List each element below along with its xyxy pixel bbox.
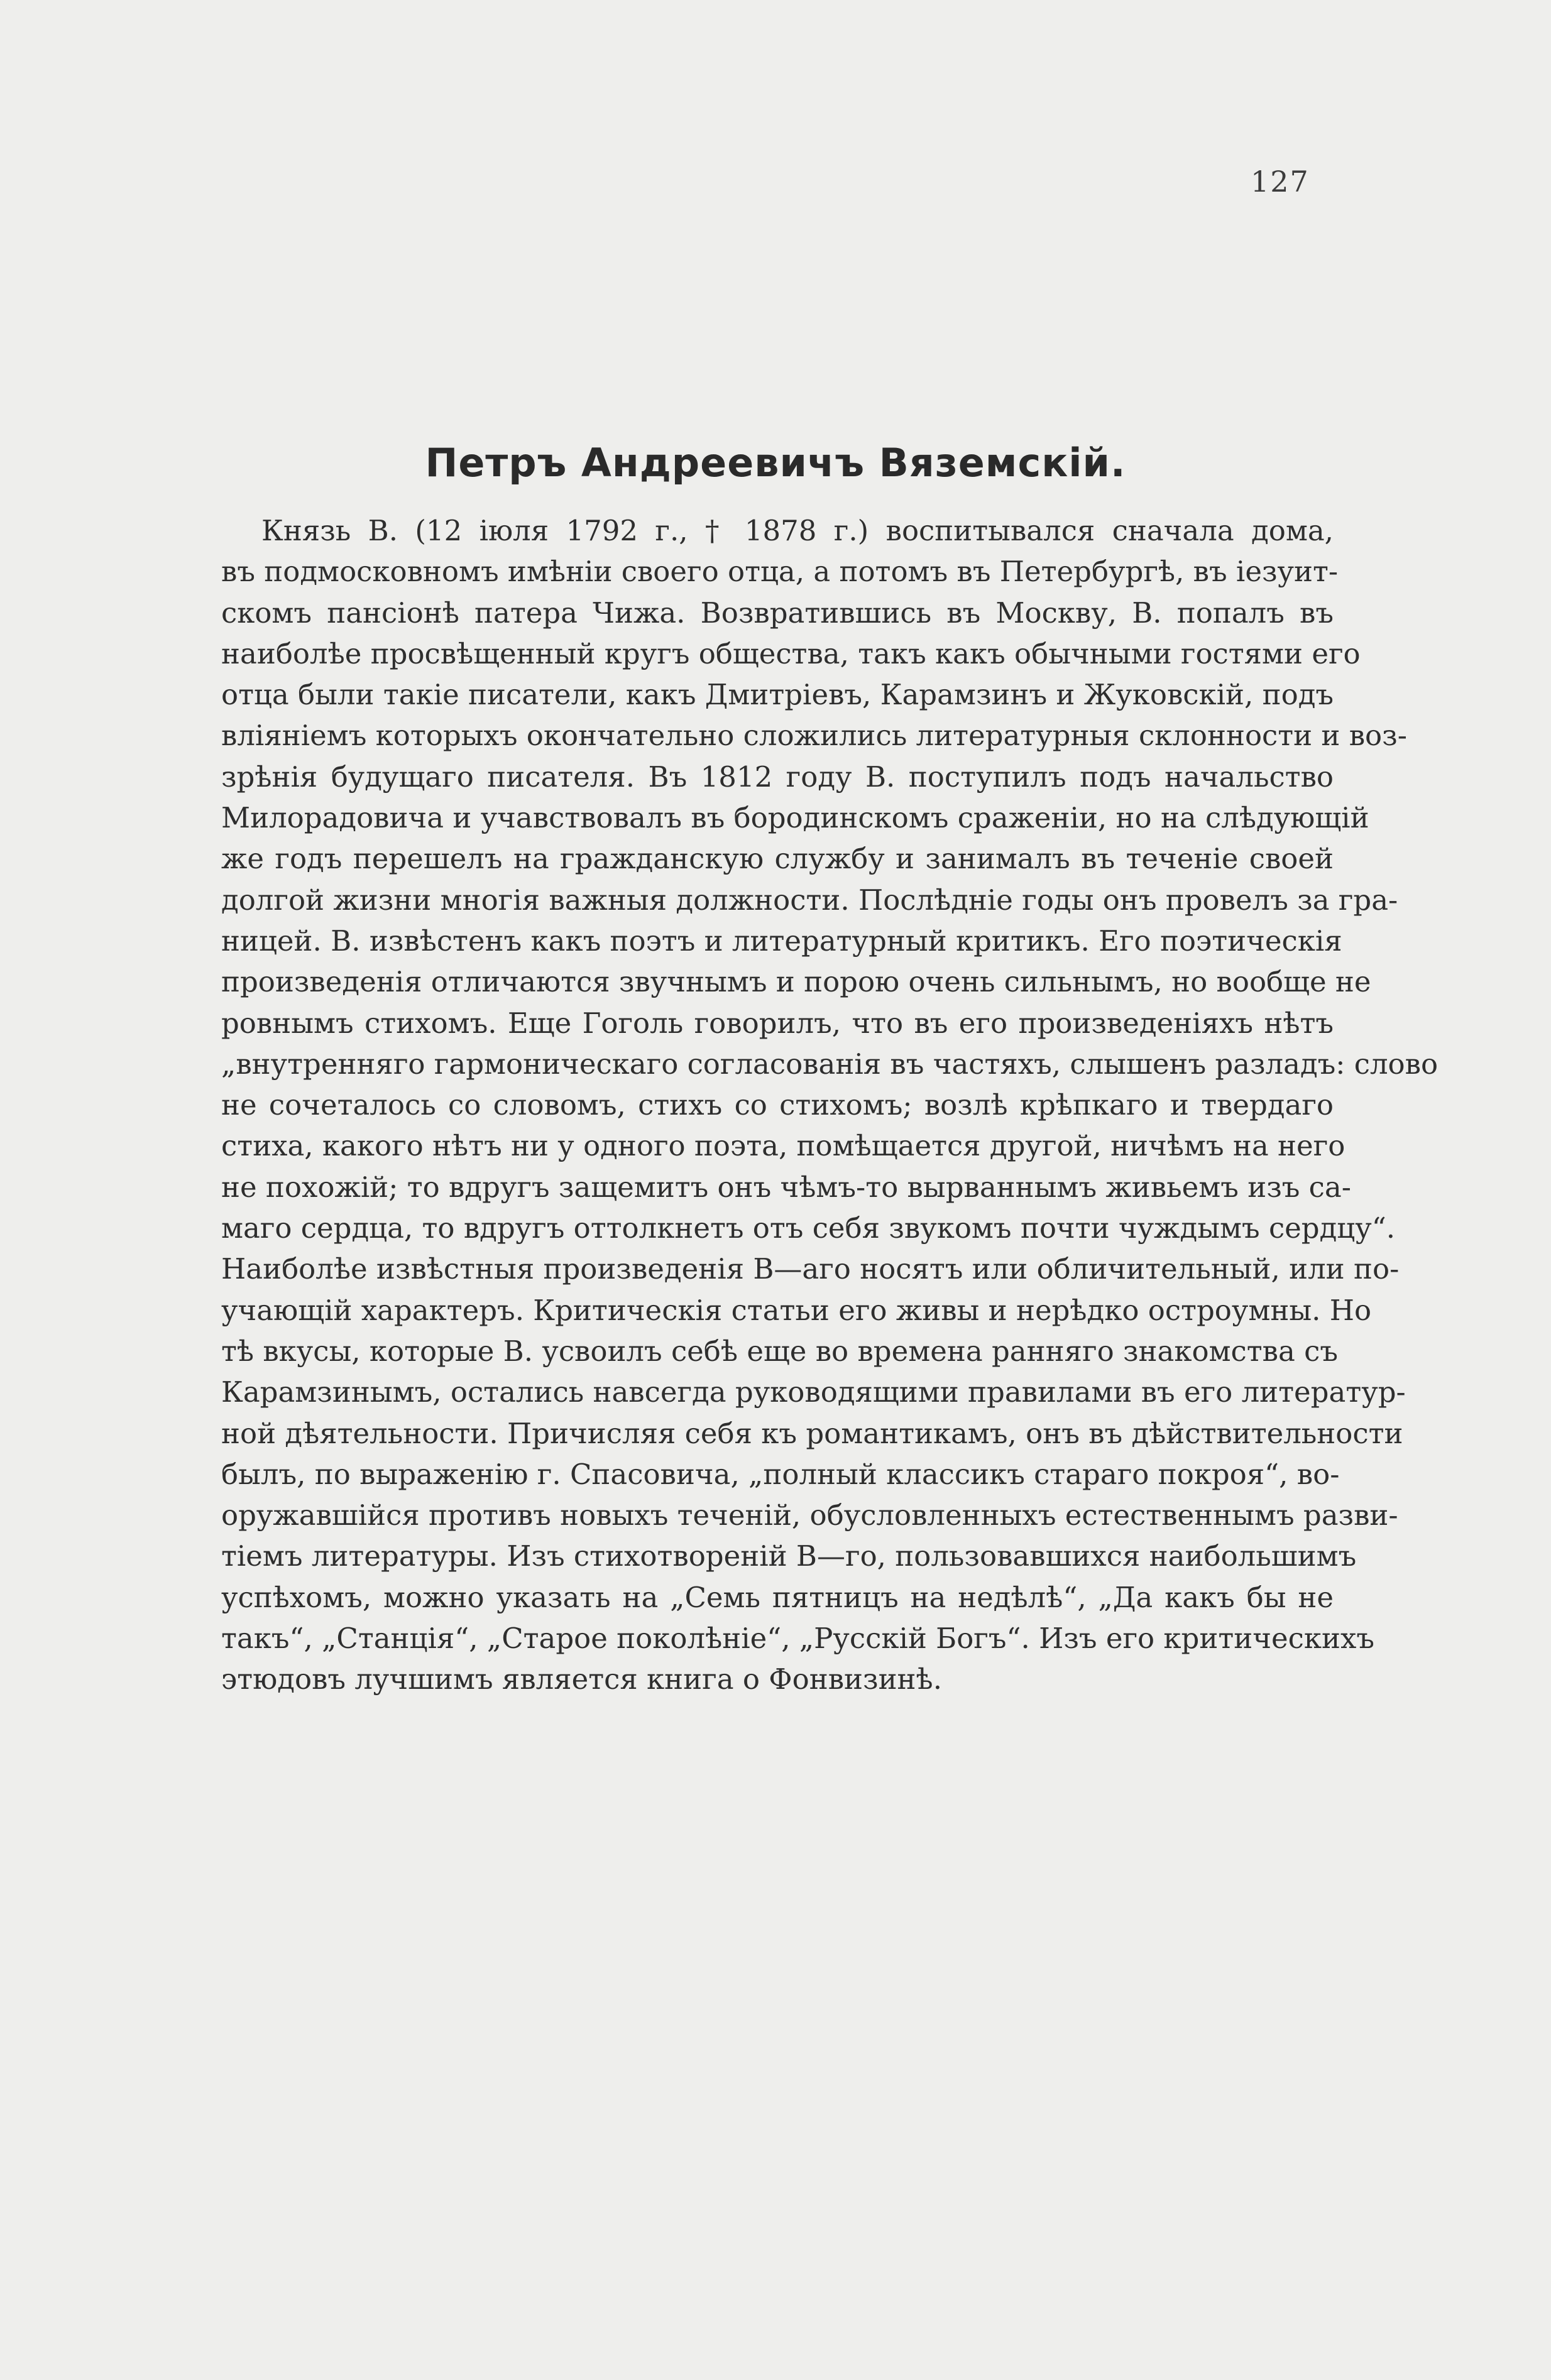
paragraph-line: ницей. В. извѣстенъ какъ поэтъ и литературный критикъ. Его поэтическія	[221, 924, 1342, 958]
paragraph-line: въ подмосковномъ имѣніи своего отца, а потомъ въ Петербургѣ, въ іезуит-	[221, 555, 1339, 589]
paragraph-line: такъ“, „Станція“, „Старое поколѣніе“, „Русскій Богъ“. Изъ его критическихъ	[221, 1622, 1374, 1656]
paragraph-line: отца были такіе писатели, какъ Дмитріевъ, Карамзинъ и Жуковскій, подъ	[221, 678, 1334, 712]
paragraph-line: Наиболѣе извѣстныя произведенія В—аго носятъ или обличительный, или по-	[221, 1252, 1400, 1286]
paragraph-line: не сочеталось со словомъ, стихъ со стихомъ; возлѣ крѣпкаго и твердаго	[221, 1088, 1334, 1122]
paragraph-line: зрѣнія будущаго писателя. Въ 1812 году В. поступилъ подъ начальство	[221, 760, 1334, 794]
biography-paragraph	[221, 510, 1439, 1700]
page-title: Петръ Андреевичъ Вяземскій.	[425, 440, 1126, 486]
paragraph-line: „внутренняго гармоническаго согласованія въ частяхъ, слышенъ разладъ: слово	[221, 1047, 1439, 1081]
paragraph-line: былъ, по выраженію г. Спасовича, „полный классикъ стараго покроя“, во-	[221, 1457, 1340, 1491]
paragraph-line: учающій характеръ. Критическія статьи его живы и нерѣдко остроумны. Но	[221, 1293, 1372, 1327]
paragraph-line: скомъ пансіонѣ патера Чижа. Возвратившись въ Москву, В. попалъ въ	[221, 596, 1334, 630]
paragraph-line: ровнымъ стихомъ. Еще Гоголь говорилъ, что въ его произведеніяхъ нѣтъ	[221, 1006, 1334, 1040]
paragraph-line: этюдовъ лучшимъ является книга о Фонвизинѣ.	[221, 1662, 942, 1696]
paragraph-line: произведенія отличаются звучнымъ и порою очень сильнымъ, но вообще не	[221, 965, 1371, 999]
paragraph-line: маго сердца, то вдругъ оттолкнетъ отъ себя звукомъ почти чуждымъ сердцу“.	[221, 1211, 1396, 1245]
paragraph-line: наиболѣе просвѣщенный кругъ общества, такъ какъ обычными гостями его	[221, 636, 1361, 670]
paragraph-line: вліяніемъ которыхъ окончательно сложились литературныя склонности и воз-	[221, 719, 1407, 753]
paragraph-line: Карамзинымъ, остались навсегда руководящими правилами въ его литератур-	[221, 1375, 1406, 1409]
paragraph-line: Милорадовича и учавствовалъ въ бородинскомъ сраженіи, но на слѣдующій	[221, 801, 1369, 835]
paragraph-line: же годъ перешелъ на гражданскую службу и занималъ въ теченіе своей	[221, 842, 1334, 876]
paragraph-line: тѣ вкусы, которые В. усвоилъ себѣ еще во времена ранняго знакомства съ	[221, 1334, 1338, 1368]
paragraph-line: Князь В. (12 іюля 1792 г., † 1878 г.) воспитывался сначала дома,	[261, 514, 1334, 547]
paragraph-line: оружавшійся противъ новыхъ теченій, обусловленныхъ естественнымъ разви-	[221, 1498, 1398, 1532]
paragraph-line: не похожій; то вдругъ защемитъ онъ чѣмъ-то вырваннымъ живьемъ изъ са-	[221, 1170, 1351, 1204]
paragraph-line: успѣхомъ, можно указать на „Семь пятницъ на недѣлѣ“, „Да какъ бы не	[221, 1580, 1334, 1614]
paragraph-line: ной дѣятельности. Причисляя себя къ романтикамъ, онъ въ дѣйствительности	[221, 1416, 1403, 1450]
paragraph-line: долгой жизни многія важныя должности. Послѣдніе годы онъ провелъ за гра-	[221, 883, 1398, 917]
paragraph-line: стиха, какого нѣтъ ни у одного поэта, помѣщается другой, ничѣмъ на него	[221, 1129, 1345, 1163]
paragraph-line: тіемъ литературы. Изъ стихотвореній В—го, пользовавшихся наибольшимъ	[221, 1539, 1357, 1573]
page-number: 127	[1251, 165, 1310, 199]
